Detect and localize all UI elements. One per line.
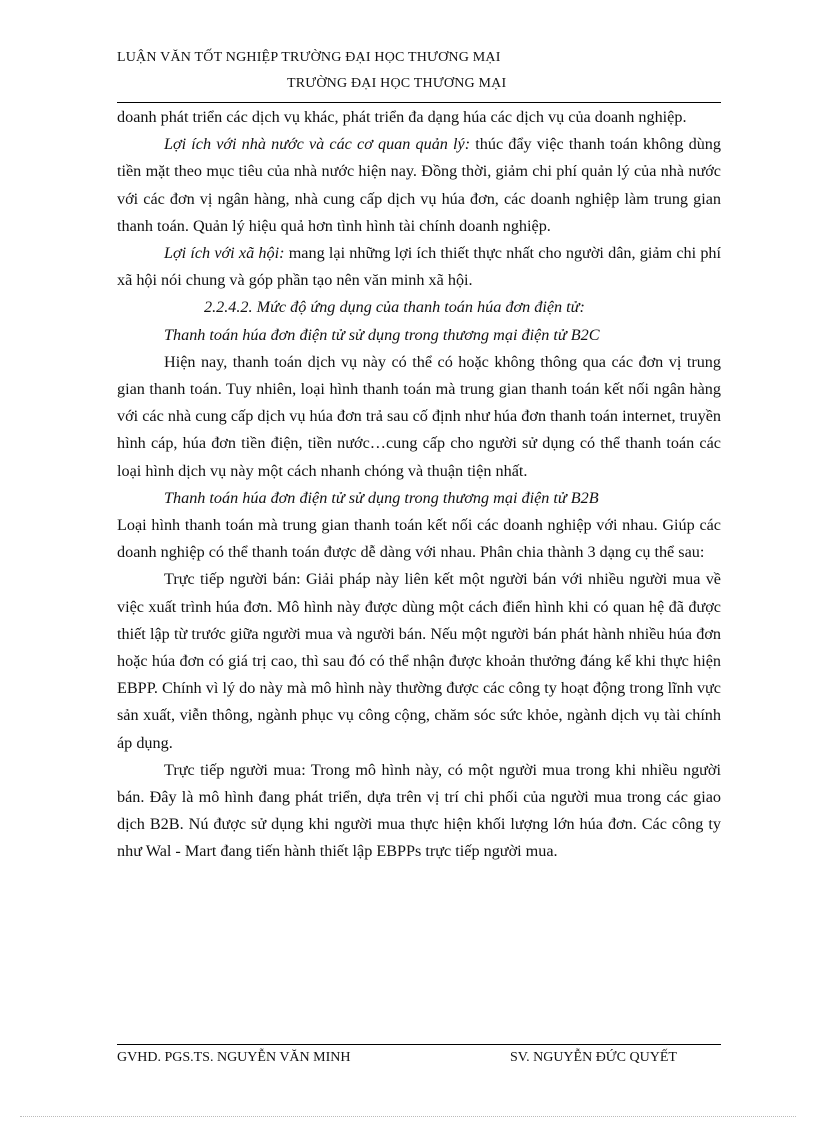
paragraph-seller-direct: Trực tiếp người bán: Giải pháp này liên kết một người bán với nhiều người mua về việc xuất trình húa đơn. Mô hình này được dùng một cách điển hình khi có quan hệ đã được thiết lập từ trước giữa người mua và người bán. Nếu một người bán phát hành nhiều húa đơn hoặc húa đơn có giá trị cao, thì sau đó có thể nhận được khoản thưởng đáng kể khi thực hiện EBPP. Chính vì lý do này mà mô hình này thường được các công ty hoạt động trong lĩnh vực sản xuất, viễn thông, ngành phục vụ công cộng, chăm sóc sức khỏe, ngành dịch vụ tài chính áp dụng. — [117, 570, 721, 752]
social-benefits-text: mang lại những lợi ích thiết thực nhất cho người dân, giảm chi phí xã hội nói chung và góp phần tạo nên văn minh xã hội. — [117, 244, 722, 290]
page-body — [117, 104, 721, 866]
header-line-1: LUẬN VĂN TỐT NGHIỆP TRƯỜNG ĐẠI HỌC THƯƠNG MẠI — [117, 50, 501, 65]
paragraph-b2c: Hiện nay, thanh toán dịch vụ này có thể có hoặc không thông qua các đơn vị trung gian thanh toán. Tuy nhiên, loại hình thanh toán mà trung gian thanh toán kết nối ngân hàng với các nhà cung cấp dịch vụ húa đơn trả sau cố định như húa đơn thanh toán internet, truyền hình cáp, húa đơn tiền điện, tiền nước…cung cấp cho người sử dụng có thể thanh toán các loại hình dịch vụ này một cách nhanh chóng và thuận tiện nhất. — [117, 352, 721, 480]
subheading-b2b: Thanh toán húa đơn điện tử sử dụng trong thương mại điện tử B2B — [164, 488, 599, 507]
social-benefits-label: Lợi ích với xã hội: — [164, 244, 285, 263]
footer-advisor: GVHD. PGS.TS. NGUYỄN VĂN MINH — [117, 1050, 351, 1065]
subheading-b2c: Thanh toán húa đơn điện tử sử dụng trong thương mại điện tử B2C — [164, 325, 600, 344]
paragraph-continuation: doanh phát triển các dịch vụ khác, phát triển đa dạng húa các dịch vụ của doanh nghiệp. — [117, 108, 687, 126]
footer-rule — [117, 1044, 721, 1045]
section-heading: 2.2.4.2. Mức độ ứng dụng của thanh toán húa đơn điện tử: — [204, 298, 585, 317]
state-benefits-text: thúc đẩy việc thanh toán không dùng tiền mặt theo mục tiêu của nhà nước hiện nay. Đồng thời, giảm chi phí quản lý của nhà nước với các đơn vị ngân hàng, nhà cung cấp dịch vụ húa đơn, các doanh nghiệp làm trung gian thanh toán. Quản lý hiệu quả hơn tình hình tài chính doanh nghiệp. — [117, 135, 721, 235]
header-rule — [117, 102, 721, 103]
paragraph-social-benefits — [117, 240, 721, 294]
header-line-2: TRƯỜNG ĐẠI HỌC THƯƠNG MẠI — [287, 76, 507, 91]
paragraph-b2b-intro: Loại hình thanh toán mà trung gian thanh toán kết nối các doanh nghiệp với nhau. Giúp các doanh nghiệp có thể thanh toán được dễ dàng với nhau. Phân chia thành 3 dạng cụ thể sau: — [117, 516, 721, 562]
paragraph-buyer-direct: Trực tiếp người mua: Trong mô hình này, có một người mua trong khi nhiều người bán. Đây là mô hình đang phát triển, dựa trên vị trí chi phối của người mua trong các giao dịch B2B. Nú được sử dụng khi người mua thực hiện khối lượng lớn húa đơn. Các công ty như Wal - Mart đang tiến hành thiết lập EBPPs trực tiếp người mua. — [117, 760, 721, 861]
page-bottom-dotted-line — [20, 1116, 796, 1117]
paragraph-state-benefits — [117, 131, 721, 240]
state-benefits-label: Lợi ích với nhà nước và các cơ quan quản lý: — [164, 135, 471, 154]
footer-student: SV. NGUYỄN ĐỨC QUYẾT — [510, 1050, 677, 1065]
